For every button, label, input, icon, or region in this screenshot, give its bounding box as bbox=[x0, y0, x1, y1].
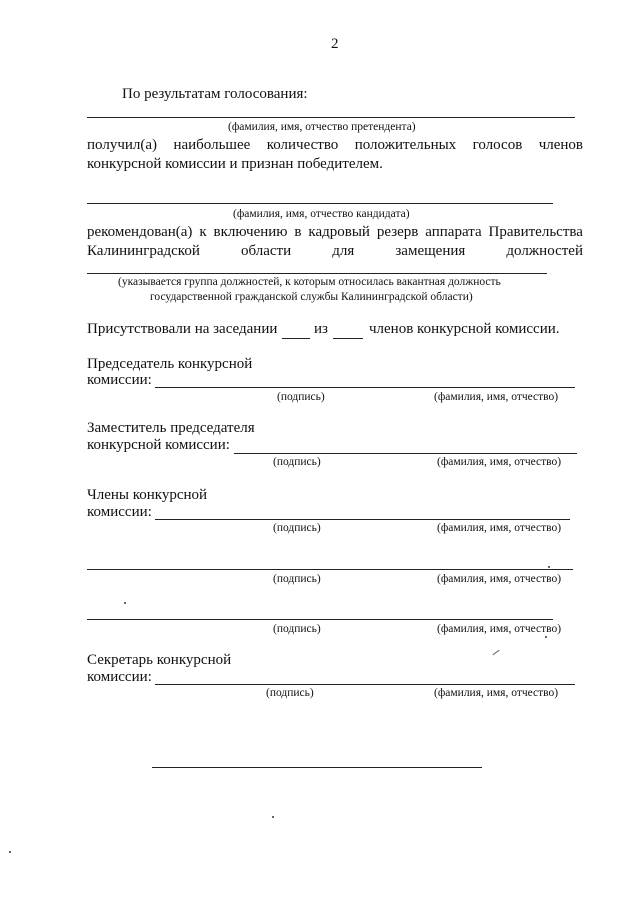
closing-rule bbox=[152, 767, 482, 768]
scan-speck bbox=[272, 816, 274, 818]
member-3-signature-line bbox=[87, 619, 553, 620]
candidate-name-line bbox=[87, 117, 575, 118]
member-1-signature-line bbox=[155, 519, 570, 520]
name-caption: (фамилия, имя, отчество) bbox=[437, 456, 562, 468]
chairman-label-2: комиссии: bbox=[87, 372, 152, 388]
deputy-signature-line bbox=[234, 453, 577, 454]
signature-caption: (подпись) bbox=[273, 456, 321, 468]
scan-speck bbox=[548, 566, 550, 568]
received-line-2: конкурсной комиссии и признан победителем. bbox=[87, 156, 383, 172]
position-group-line bbox=[87, 273, 547, 274]
name-caption: (фамилия, имя, отчество) bbox=[437, 623, 562, 635]
recommended-word: рекомендован(а) bbox=[87, 224, 193, 240]
received-word: получил(а) bbox=[87, 137, 158, 153]
member-2-signature-line bbox=[87, 569, 573, 570]
name-caption: (фамилия, имя, отчество) bbox=[434, 687, 559, 699]
recommended-word: области bbox=[240, 243, 292, 259]
name-caption: (фамилия, имя, отчество) bbox=[437, 573, 562, 585]
recommended-word: аппарата bbox=[425, 224, 482, 240]
deputy-label-2: конкурсной комиссии: bbox=[87, 437, 230, 453]
received-word: наибольшее bbox=[173, 137, 251, 153]
recommended-word: Калининградской bbox=[87, 243, 200, 259]
reserve-candidate-line bbox=[87, 203, 553, 204]
name-caption: (фамилия, имя, отчество) bbox=[434, 391, 559, 403]
candidate-caption: (фамилия, имя, отчество претендента) bbox=[228, 121, 416, 133]
recommended-word: Правительства bbox=[488, 224, 583, 240]
recommended-word: должностей bbox=[506, 243, 583, 259]
recommended-word: к bbox=[199, 224, 207, 240]
signature-caption: (подпись) bbox=[273, 522, 321, 534]
members-label-2: комиссии: bbox=[87, 504, 152, 520]
recommended-word: кадровый bbox=[308, 224, 370, 240]
position-group-caption-1: (указывается группа должностей, к которым относилась вакантная должность bbox=[118, 276, 501, 288]
secretary-signature-line bbox=[155, 684, 575, 685]
attendance-text-a: Присутствовали на заседании bbox=[87, 321, 278, 337]
recommended-word: в bbox=[294, 224, 302, 240]
recommended-line-2 bbox=[87, 243, 583, 260]
recommended-word: для bbox=[332, 243, 355, 259]
chairman-signature-line bbox=[155, 387, 575, 388]
received-word: количество bbox=[266, 137, 339, 153]
signature-caption: (подпись) bbox=[273, 573, 321, 585]
recommended-word: замещения bbox=[395, 243, 466, 259]
scan-speck bbox=[124, 602, 126, 604]
attendance-text-c: членов конкурсной комиссии. bbox=[369, 321, 560, 337]
signature-caption: (подпись) bbox=[277, 391, 325, 403]
received-word: голосов bbox=[472, 137, 523, 153]
received-word: членов bbox=[538, 137, 583, 153]
attendance-text-b: из bbox=[314, 321, 328, 337]
chairman-label-1: Председатель конкурсной bbox=[87, 356, 253, 372]
received-word: положительных bbox=[354, 137, 457, 153]
scan-speck bbox=[9, 851, 11, 853]
voting-intro: По результатам голосования: bbox=[122, 86, 308, 102]
signature-caption: (подпись) bbox=[273, 623, 321, 635]
scan-speck bbox=[545, 636, 547, 638]
reserve-candidate-caption: (фамилия, имя, отчество кандидата) bbox=[233, 208, 410, 220]
secretary-label-2: комиссии: bbox=[87, 669, 152, 685]
members-label-1: Члены конкурсной bbox=[87, 487, 208, 503]
recommended-word: резерв bbox=[376, 224, 419, 240]
name-caption: (фамилия, имя, отчество) bbox=[437, 522, 562, 534]
recommended-line-1 bbox=[87, 224, 583, 241]
signature-caption: (подпись) bbox=[266, 687, 314, 699]
deputy-label-1: Заместитель председателя bbox=[87, 420, 255, 436]
recommended-word: включению bbox=[213, 224, 288, 240]
position-group-caption-2: государственной гражданской службы Калининградской области) bbox=[150, 291, 473, 303]
secretary-label-1: Секретарь конкурсной bbox=[87, 652, 232, 668]
received-line-1 bbox=[87, 137, 583, 154]
attendance-present-blank bbox=[282, 338, 310, 339]
page-number: 2 bbox=[331, 36, 339, 52]
scan-speck bbox=[492, 650, 499, 655]
attendance-total-blank bbox=[333, 338, 363, 339]
